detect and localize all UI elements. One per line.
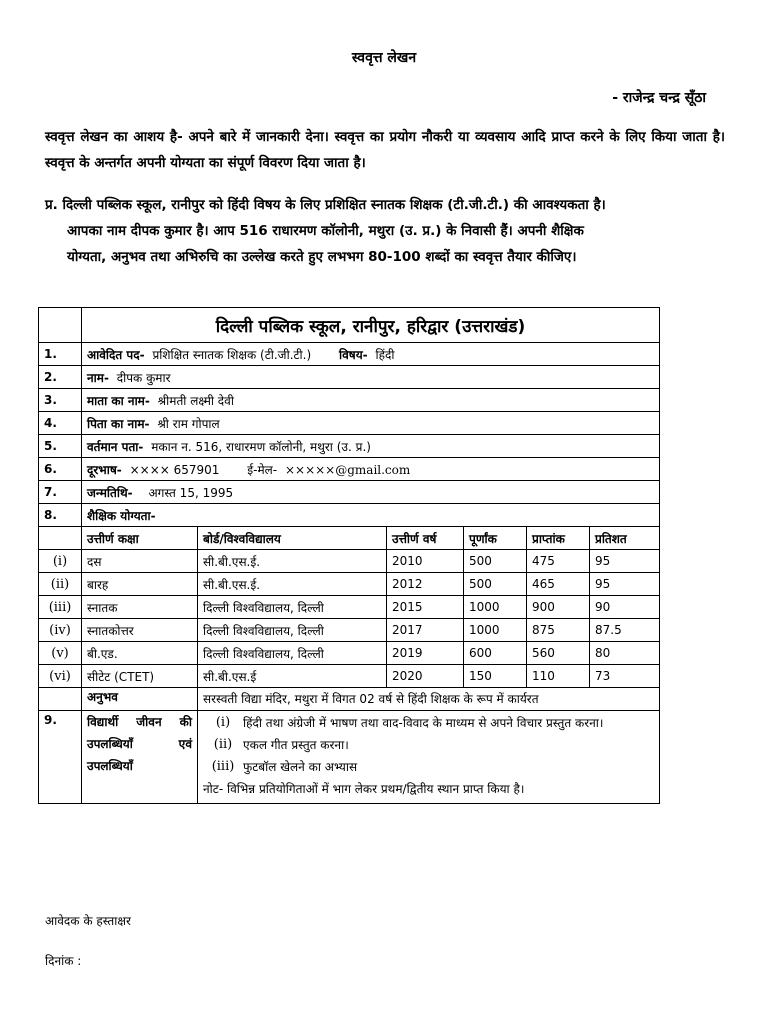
author-name: - राजेन्द्र चन्द्र सूँठा [612,90,706,106]
edu-percent: 73 [590,665,660,688]
table-row [39,550,660,573]
edu-percent: 95 [590,550,660,573]
table-row [39,343,660,366]
field-value: श्री राम गोपाल [157,416,220,431]
row-number: 2. [39,366,82,389]
edu-obtained: 110 [527,665,590,688]
edu-class: स्नातकोत्तर [82,619,198,642]
edu-row-number: (v) [39,642,82,665]
row-number: 3. [39,389,82,412]
edu-class: बी.एड. [82,642,198,665]
question-paragraph [45,192,725,270]
edu-obtained: 900 [527,596,590,619]
edu-total: 500 [464,550,527,573]
table-row [39,504,660,527]
row-number: 8. [39,504,82,527]
field-label: पिता का नाम- [87,416,150,431]
field-label: नाम- [87,370,109,385]
question-line-3: योग्यता, अनुभव तथा अभिरुचि का उल्लेख करते हुए लभभग 80-100 शब्दों का स्ववृत्त तैयार कीजिए। [67,249,577,265]
date-label: दिनांक : [45,954,82,968]
edu-obtained: 875 [527,619,590,642]
intro-paragraph: स्ववृत्त लेखन का आशय है- अपने बारे में जानकारी देना। स्ववृत्त का प्रयोग नौकरी या व्यवसाय आदि प्राप्त करने के लिए किया जाता है। स्ववृत्त के अन्तर्गत अपनी योग्यता का संपूर्ण विवरण दिया जाता है। [45,129,725,171]
achievement-text: फुटबॉल खेलने का अभ्यास [243,760,358,774]
col-header-year: उत्तीर्ण वर्ष [387,527,464,550]
question-line-1: प्र. दिल्ली पब्लिक स्कूल, रानीपुर को हिंदी विषय के लिए प्रशिक्षित स्नातक शिक्षक (टी.जी.टी.) की आवश्यकता है। [45,197,606,213]
post-applied-cell [82,343,660,366]
father-name-cell [82,412,660,435]
table-row [39,458,660,481]
table-row [39,573,660,596]
applicant-signature: आवेदक के हस्ताक्षर [45,914,131,928]
edu-class: स्नातक [82,596,198,619]
col-header-obtained: प्राप्तांक [527,527,590,550]
edu-year: 2012 [387,573,464,596]
edu-year: 2017 [387,619,464,642]
field-value: श्रीमती लक्ष्मी देवी [157,393,234,408]
edu-board: दिल्ली विश्वविद्यालय, दिल्ली [198,619,387,642]
edu-total: 1000 [464,619,527,642]
field-label: वर्तमान पता- [87,439,144,454]
table-header-row [39,308,660,343]
edu-percent: 90 [590,596,660,619]
name-cell [82,366,660,389]
col-header-total: पूर्णांक [464,527,527,550]
experience-label: अनुभव [82,688,198,711]
table-row [39,412,660,435]
row-number: 6. [39,458,82,481]
table-row [39,389,660,412]
subject-label: विषय- [339,347,368,362]
field-label: माता का नाम- [87,393,150,408]
resume-table [38,307,660,804]
table-row [39,619,660,642]
edu-obtained: 465 [527,573,590,596]
field-label: जन्मतिथि- [87,485,133,500]
col-header-percent: प्रतिशत [590,527,660,550]
edu-row-number: (iv) [39,619,82,642]
edu-total: 1000 [464,596,527,619]
edu-total: 150 [464,665,527,688]
achievement-text: हिंदी तथा अंग्रेजी में भाषण तथा वाद-विवाद के माध्यम से अपने विचार प्रस्तुत करना। [243,716,604,730]
row-number: 9. [39,711,82,804]
edu-board: दिल्ली विश्वविद्यालय, दिल्ली [198,596,387,619]
edu-board: दिल्ली विश्वविद्यालय, दिल्ली [198,642,387,665]
edu-class: दस [82,550,198,573]
edu-row-number: (iii) [39,596,82,619]
school-header: दिल्ली पब्लिक स्कूल, रानीपुर, हरिद्वार (उत्तराखंड) [82,308,660,343]
achievements-label: विद्यार्थी जीवन की उपलब्धियाँ एवं उपलब्धियाँ [82,711,198,804]
edu-total: 600 [464,642,527,665]
subject-value: हिंदी [375,347,395,362]
email-label: ई-मेल- [247,462,278,477]
edu-year: 2020 [387,665,464,688]
page-title: स्ववृत्त लेखन [351,50,417,66]
achievement-number: (i) [215,715,231,730]
field-value: अगस्त 15, 1995 [148,485,234,500]
field-value: प्रशिक्षित स्नातक शिक्षक (टी.जी.टी.) [152,347,312,362]
achievement-note [203,778,654,800]
row-number: 5. [39,435,82,458]
blank-cell [39,688,82,711]
edu-class: सीटेट (CTET) [82,665,198,688]
edu-obtained: 475 [527,550,590,573]
table-row [39,481,660,504]
education-heading-cell [82,504,660,527]
edu-year: 2010 [387,550,464,573]
field-label: शैक्षिक योग्यता- [87,508,156,523]
edu-total: 500 [464,573,527,596]
edu-board: सी.बी.एस.ई. [198,573,387,596]
blank-cell [39,527,82,550]
achievements-row [39,711,660,804]
education-header-row [39,527,660,550]
note-text: नोट- विभिन्न प्रतियोगिताओं में भाग लेकर प्रथम/द्वितीय स्थान प्राप्त किया है। [203,782,525,796]
edu-board: सी.बी.एस.ई. [198,550,387,573]
edu-percent: 80 [590,642,660,665]
email-value: ×××××@gmail.com [284,462,411,477]
field-label: दूरभाष- [87,462,122,477]
achievement-number: (iii) [211,759,235,774]
achievement-number: (ii) [213,737,233,752]
row-number: 7. [39,481,82,504]
mother-name-cell [82,389,660,412]
phone-value: ×××× 657901 [129,462,220,477]
list-item [203,734,654,756]
col-header-board: बोर्ड/विश्वविद्यालय [198,527,387,550]
edu-percent: 87.5 [590,619,660,642]
table-row [39,435,660,458]
row-number: 1. [39,343,82,366]
list-item [203,712,654,734]
header-blank-cell [39,308,82,343]
table-row [39,596,660,619]
field-value: दीपक कुमार [116,370,171,385]
edu-row-number: (ii) [39,573,82,596]
field-value: मकान न. 516, राधारमण कॉलोनी, मथुरा (उ. प्र.) [151,439,371,454]
edu-board: सी.बी.एस.ई [198,665,387,688]
question-line-2: आपका नाम दीपक कुमार है। आप 516 राधारमण कॉलोनी, मथुरा (उ. प्र.) के निवासी हैं। अपनी शैक्षिक [67,223,584,239]
table-row [39,665,660,688]
col-header-class: उत्तीर्ण कक्षा [82,527,198,550]
row-number: 4. [39,412,82,435]
table-row [39,366,660,389]
achievement-text: एकल गीत प्रस्तुत करना। [243,738,349,752]
edu-class: बारह [82,573,198,596]
list-item [203,756,654,778]
edu-row-number: (i) [39,550,82,573]
table-row [39,642,660,665]
achievements-cell [198,711,660,804]
address-cell [82,435,660,458]
edu-row-number: (vi) [39,665,82,688]
edu-obtained: 560 [527,642,590,665]
experience-value: सरस्वती विद्या मंदिर, मथुरा में विगत 02 वर्ष से हिंदी शिक्षक के रूप में कार्यरत [198,688,660,711]
field-label: आवेदित पद- [87,347,145,362]
edu-year: 2019 [387,642,464,665]
contact-cell [82,458,660,481]
edu-year: 2015 [387,596,464,619]
experience-row [39,688,660,711]
edu-percent: 95 [590,573,660,596]
dob-cell [82,481,660,504]
